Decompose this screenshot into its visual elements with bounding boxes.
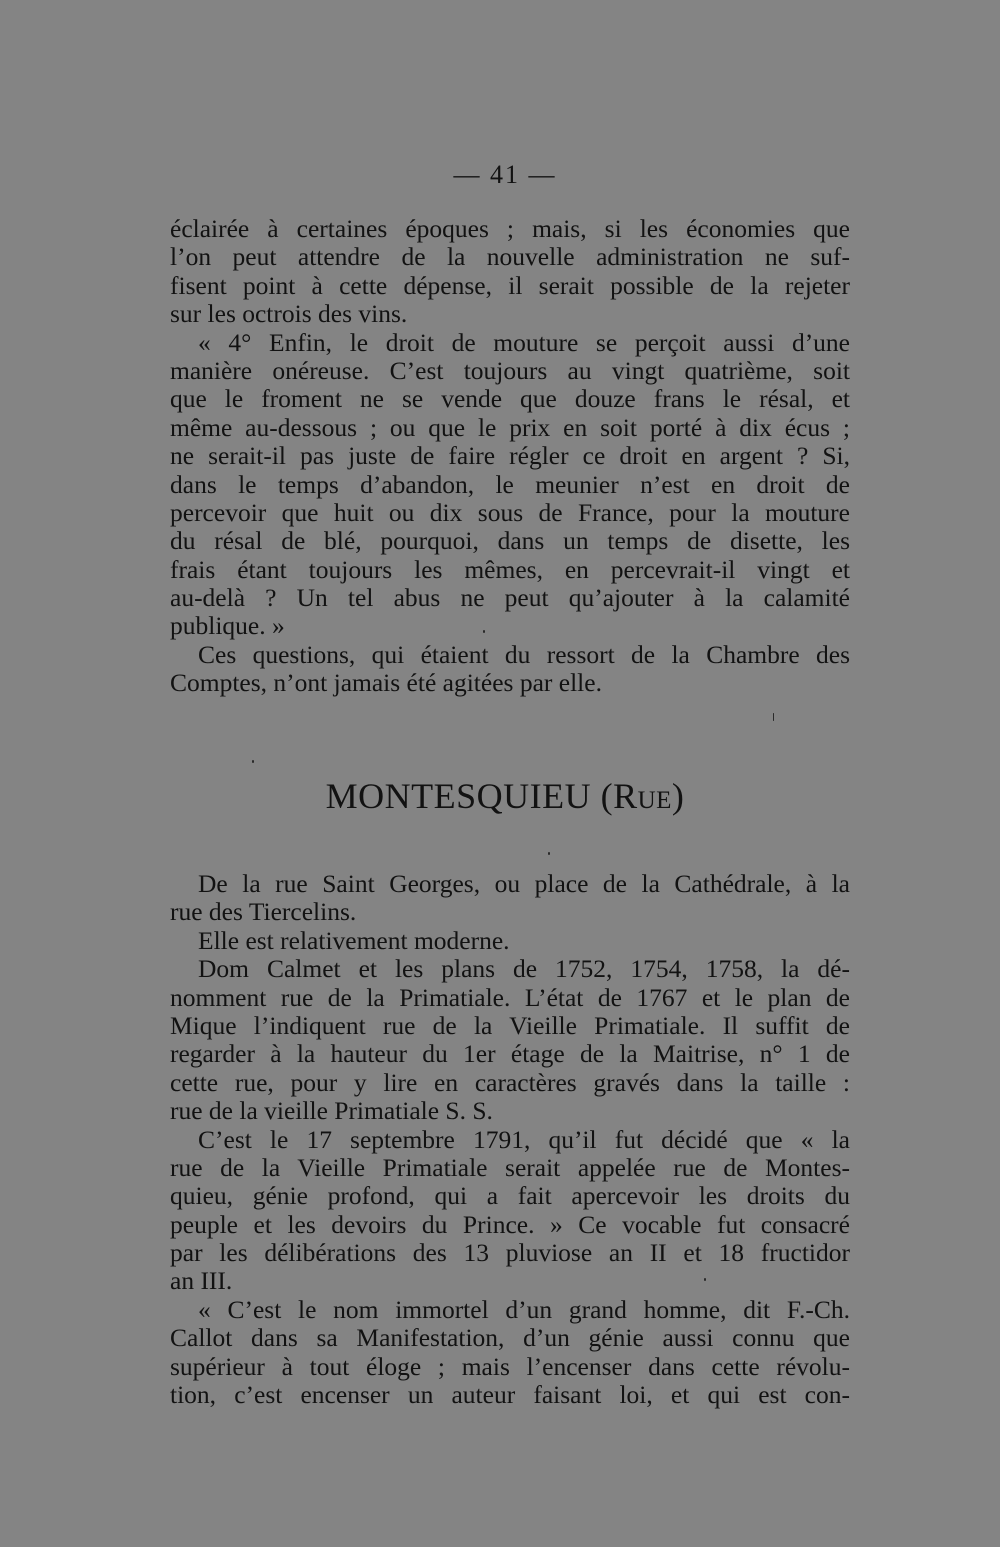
text-line: éclairée à certaines époques ; mais, si les économies que <box>170 214 850 243</box>
text-line: Dom Calmet et les plans de 1752, 1754, 1758, la dé- <box>198 954 850 984</box>
text-line: fisent point à cette dépense, il serait possible de la rejeter <box>170 270 850 300</box>
heading-main: MONTESQUIEU <box>325 776 592 816</box>
text-line: supérieur à tout éloge ; mais l’encenser dans cette révolu- <box>170 1351 850 1381</box>
scan-speck <box>483 630 485 633</box>
text-line: même au-dessous ; ou que le prix en soit porté à dix écus ; <box>170 412 850 442</box>
text-line: du résal de blé, pourquoi, dans un temps de disette, les <box>170 526 850 556</box>
page-number: — 41 — <box>453 160 557 189</box>
text-line: tion, c’est encenser un auteur faisant loi, et qui est con- <box>170 1380 850 1410</box>
heading-sub: (Rue) <box>600 776 685 816</box>
text-line: De la rue Saint Georges, ou place de la Cathédrale, à la <box>198 869 850 898</box>
text-line: par les délibérations des 13 pluviose an II et 18 fructidor <box>170 1238 850 1268</box>
text-line: regarder à la hauteur du 1er étage de la Maitrise, n° 1 de <box>170 1039 850 1069</box>
text-line: quieu, génie profond, qui a fait apercevoir les droits du <box>170 1181 850 1211</box>
text-line: rue des Tiercelins. <box>170 897 357 927</box>
text-line: au-delà ? Un tel abus ne peut qu’ajouter à la calamité <box>170 583 850 613</box>
text-line: Ces questions, qui étaient du ressort de la Chambre des <box>198 639 850 669</box>
text-line: ne serait-il pas juste de faire régler ce droit en argent ? Si, <box>170 441 850 471</box>
scan-speck <box>773 713 774 721</box>
text-line: peuple et les devoirs du Prince. » Ce vocable fut consacré <box>170 1209 850 1239</box>
scan-speck <box>548 852 550 855</box>
text-line: que le froment ne se vende que douze frans le résal, et <box>170 384 850 414</box>
text-line: rue de la Vieille Primatiale serait appelée rue de Montes- <box>170 1152 850 1182</box>
text-line: an III. <box>170 1266 233 1296</box>
text-line: Elle est relativement moderne. <box>198 925 510 955</box>
text-line: frais étant toujours les mêmes, en percevrait-il vingt et <box>170 554 850 584</box>
text-line: C’est le 17 septembre 1791, qu’il fut décidé que « la <box>198 1124 850 1154</box>
text-line: dans le temps d’abandon, le meunier n’est en droit de <box>170 469 850 499</box>
text-line: l’on peut attendre de la nouvelle administration ne suf- <box>170 242 850 272</box>
text-line: Comptes, n’ont jamais été agitées par elle. <box>170 668 602 698</box>
scan-speck <box>704 1278 706 1281</box>
text-line: publique. » <box>170 611 285 641</box>
text-line: nomment rue de la Primatiale. L’état de 1767 et le plan de <box>170 982 850 1012</box>
text-block-top <box>170 215 850 698</box>
section-heading <box>0 775 1000 817</box>
text-line: manière onéreuse. C’est toujours au vingt quatrième, soit <box>170 355 850 385</box>
text-line: « 4° Enfin, le droit de mouture se perçoit aussi d’une <box>198 327 850 357</box>
text-line: « C’est le nom immortel d’un grand homme, dit F.-Ch. <box>198 1294 850 1324</box>
text-line: cette rue, pour y lire en caractères gravés dans la taille : <box>170 1067 850 1097</box>
text-line: sur les octrois des vins. <box>170 299 408 329</box>
text-block-bottom <box>170 870 850 1409</box>
text-line: rue de la vieille Primatiale S. S. <box>170 1096 493 1126</box>
text-line: Callot dans sa Manifestation, d’un génie aussi connu que <box>170 1323 850 1353</box>
text-line: percevoir que huit ou dix sous de France, pour la mouture <box>170 497 850 527</box>
text-line: Mique l’indiquent rue de la Vieille Primatiale. Il suffit de <box>170 1010 850 1040</box>
scan-speck <box>252 760 254 763</box>
